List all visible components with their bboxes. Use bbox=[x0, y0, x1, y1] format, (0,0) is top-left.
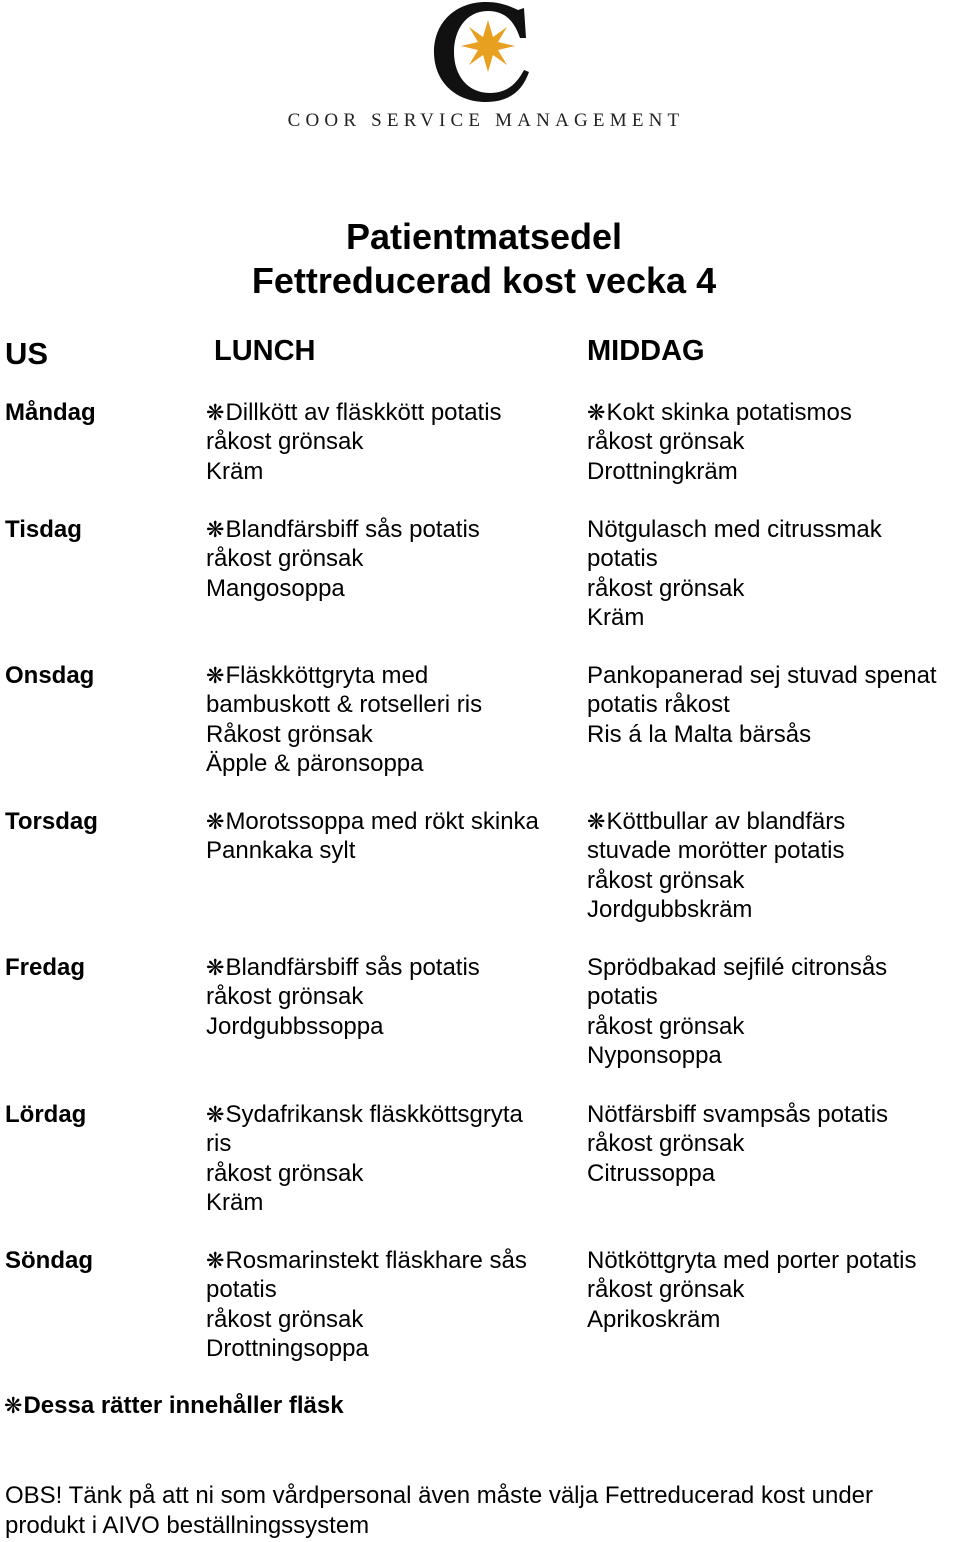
dish-line bbox=[206, 749, 482, 778]
dish-line bbox=[206, 690, 482, 719]
dish-line bbox=[206, 807, 539, 836]
dish-text: Drottningsoppa bbox=[206, 1334, 369, 1362]
pork-star-icon: ❋ bbox=[206, 1248, 225, 1273]
dish-text: Pannkaka sylt bbox=[206, 837, 356, 865]
dish-line bbox=[587, 1159, 888, 1188]
dish-line bbox=[206, 953, 480, 982]
page-subtitle: Fettreducerad kost vecka 4 bbox=[251, 260, 717, 301]
dish-text: råkost grönsak bbox=[206, 1305, 364, 1333]
dish-line bbox=[206, 1159, 523, 1188]
note-line-2: produkt i AIVO beställningssystem bbox=[5, 1511, 370, 1539]
dish-line bbox=[587, 1129, 888, 1158]
pork-star-icon: ❋ bbox=[206, 400, 225, 425]
day-name: Tisdag bbox=[5, 516, 82, 543]
dish-text: Ris á la Malta bärsås bbox=[587, 720, 812, 748]
lunch-cell bbox=[206, 661, 482, 778]
dish-text: Äpple & päronsoppa bbox=[206, 749, 424, 777]
dish-text: Kokt skinka potatismos bbox=[606, 399, 852, 426]
logo-wordmark: COOR SERVICE MANAGEMENT bbox=[287, 110, 685, 131]
dish-line bbox=[206, 982, 480, 1011]
obs-note bbox=[5, 1481, 873, 1540]
day-name: Onsdag bbox=[5, 662, 95, 689]
note-line-1: OBS! Tänk på att ni som vårdpersonal även måste välja Fettreducerad kost under bbox=[5, 1482, 874, 1509]
dish-text: Rosmarinstekt fläskhare sås bbox=[225, 1247, 527, 1274]
dinner-cell bbox=[587, 953, 887, 1070]
lunch-cell bbox=[206, 953, 480, 1041]
dish-text: råkost grönsak bbox=[587, 574, 745, 602]
dish-text: råkost grönsak bbox=[206, 545, 364, 573]
dish-line bbox=[206, 1275, 527, 1304]
dish-line bbox=[587, 1246, 916, 1275]
dish-line bbox=[587, 574, 882, 603]
dish-text: Råkost grönsak bbox=[206, 720, 373, 748]
dish-text: råkost grönsak bbox=[587, 1012, 745, 1040]
dish-line bbox=[206, 661, 482, 690]
dinner-cell bbox=[587, 515, 882, 632]
dish-line bbox=[587, 603, 882, 632]
dish-text: Sprödbakad sejfilé citronsås bbox=[587, 954, 888, 981]
dish-text: Kräm bbox=[587, 603, 645, 631]
dish-text: Fläskköttgryta med bbox=[225, 662, 429, 689]
dish-line bbox=[587, 1100, 888, 1129]
dish-line bbox=[587, 720, 937, 749]
dish-text: Kräm bbox=[206, 457, 264, 485]
dish-text: Sydafrikansk fläskköttsgryta bbox=[225, 1101, 523, 1128]
header-middag: MIDDAG bbox=[587, 335, 705, 367]
dish-text: Dillkött av fläskkött potatis bbox=[225, 399, 502, 426]
header-lunch: LUNCH bbox=[214, 335, 316, 367]
dish-line bbox=[206, 1012, 480, 1041]
dish-line bbox=[587, 836, 845, 865]
dish-text: Nyponsoppa bbox=[587, 1041, 722, 1069]
dish-text: Nötfärsbiff svampsås potatis bbox=[587, 1101, 889, 1128]
dish-text: Jordgubbssoppa bbox=[206, 1012, 384, 1040]
day-name: Fredag bbox=[5, 954, 86, 981]
dish-text: Nötgulasch med citrussmak bbox=[587, 516, 882, 543]
pork-star-icon: ❋ bbox=[587, 400, 606, 425]
pork-star-icon: ❋ bbox=[4, 1393, 23, 1418]
legend-text: Dessa rätter innehåller fläsk bbox=[23, 1392, 344, 1419]
dish-text: Aprikoskräm bbox=[587, 1305, 721, 1333]
dinner-cell bbox=[587, 1100, 888, 1188]
dish-line bbox=[206, 427, 502, 456]
dinner-cell bbox=[587, 807, 845, 924]
lunch-cell bbox=[206, 515, 480, 603]
pork-legend bbox=[4, 1392, 344, 1420]
dish-line bbox=[587, 398, 852, 427]
dish-text: råkost grönsak bbox=[206, 428, 364, 456]
company-logo bbox=[266, 0, 706, 135]
dish-line bbox=[587, 544, 882, 573]
dish-text: råkost grönsak bbox=[587, 866, 745, 894]
dish-text: Citrussoppa bbox=[587, 1159, 716, 1187]
dish-text: råkost grönsak bbox=[206, 983, 364, 1011]
dish-line bbox=[587, 1275, 916, 1304]
dish-text: råkost grönsak bbox=[587, 428, 745, 456]
lunch-cell bbox=[206, 398, 502, 486]
dish-text: potatis råkost bbox=[587, 691, 730, 719]
coor-logo-icon bbox=[426, 0, 546, 104]
dish-text: Jordgubbskräm bbox=[587, 895, 753, 923]
dish-line bbox=[587, 661, 937, 690]
dish-line bbox=[206, 720, 482, 749]
dish-line bbox=[206, 1129, 523, 1158]
dish-text: Kräm bbox=[206, 1188, 264, 1216]
dish-text: ris bbox=[206, 1130, 232, 1158]
dinner-cell bbox=[587, 1246, 916, 1334]
lunch-cell bbox=[206, 1246, 527, 1363]
pork-star-icon: ❋ bbox=[206, 955, 225, 980]
dish-line bbox=[587, 457, 852, 486]
dish-line bbox=[587, 953, 887, 982]
dish-text: Morotssoppa med rökt skinka bbox=[225, 808, 539, 835]
dish-line bbox=[206, 1188, 523, 1217]
dish-text: potatis bbox=[206, 1276, 277, 1304]
day-name: Måndag bbox=[5, 399, 96, 426]
dish-line bbox=[587, 427, 852, 456]
pork-star-icon: ❋ bbox=[206, 663, 225, 688]
pork-star-icon: ❋ bbox=[206, 1102, 225, 1127]
dinner-cell bbox=[587, 398, 852, 486]
star-icon bbox=[461, 20, 515, 72]
dish-text: Köttbullar av blandfärs bbox=[606, 808, 846, 835]
dish-line bbox=[587, 1305, 916, 1334]
dish-text: Nötköttgryta med porter potatis bbox=[587, 1247, 917, 1274]
dish-text: Pankopanerad sej stuvad spenat bbox=[587, 662, 937, 689]
header-us: US bbox=[5, 336, 49, 371]
lunch-cell bbox=[206, 1100, 523, 1217]
dish-text: Blandfärsbiff sås potatis bbox=[225, 516, 480, 543]
dish-line bbox=[587, 982, 887, 1011]
dinner-cell bbox=[587, 661, 937, 749]
dish-line bbox=[587, 690, 937, 719]
page-title: Patientmatsedel bbox=[345, 216, 623, 257]
dish-text: råkost grönsak bbox=[206, 1159, 364, 1187]
dish-text: potatis bbox=[587, 545, 658, 573]
dish-text: råkost grönsak bbox=[587, 1276, 745, 1304]
dish-line bbox=[206, 398, 502, 427]
dish-text: Blandfärsbiff sås potatis bbox=[225, 954, 480, 981]
dish-line bbox=[206, 574, 480, 603]
dish-line bbox=[206, 515, 480, 544]
dish-line bbox=[587, 515, 882, 544]
dish-text: råkost grönsak bbox=[587, 1130, 745, 1158]
day-name: Söndag bbox=[5, 1247, 93, 1274]
pork-star-icon: ❋ bbox=[206, 517, 225, 542]
pork-star-icon: ❋ bbox=[587, 809, 606, 834]
dish-line bbox=[587, 866, 845, 895]
dish-text: bambuskott & rotselleri ris bbox=[206, 691, 483, 719]
dish-line bbox=[206, 457, 502, 486]
dish-text: stuvade morötter potatis bbox=[587, 837, 845, 865]
dish-line bbox=[587, 807, 845, 836]
day-name: Lördag bbox=[5, 1101, 87, 1128]
dish-line bbox=[206, 836, 539, 865]
dish-line bbox=[206, 1246, 527, 1275]
day-name: Torsdag bbox=[5, 808, 98, 835]
dish-text: Mangosoppa bbox=[206, 574, 345, 602]
dish-line bbox=[206, 1334, 527, 1363]
dish-line bbox=[206, 1100, 523, 1129]
dish-text: Drottningkräm bbox=[587, 457, 738, 485]
dish-line bbox=[587, 1041, 887, 1070]
dish-line bbox=[587, 1012, 887, 1041]
dish-line bbox=[587, 895, 845, 924]
dish-text: potatis bbox=[587, 983, 658, 1011]
dish-line bbox=[206, 544, 480, 573]
dish-line bbox=[206, 1305, 527, 1334]
lunch-cell bbox=[206, 807, 539, 866]
pork-star-icon: ❋ bbox=[206, 809, 225, 834]
